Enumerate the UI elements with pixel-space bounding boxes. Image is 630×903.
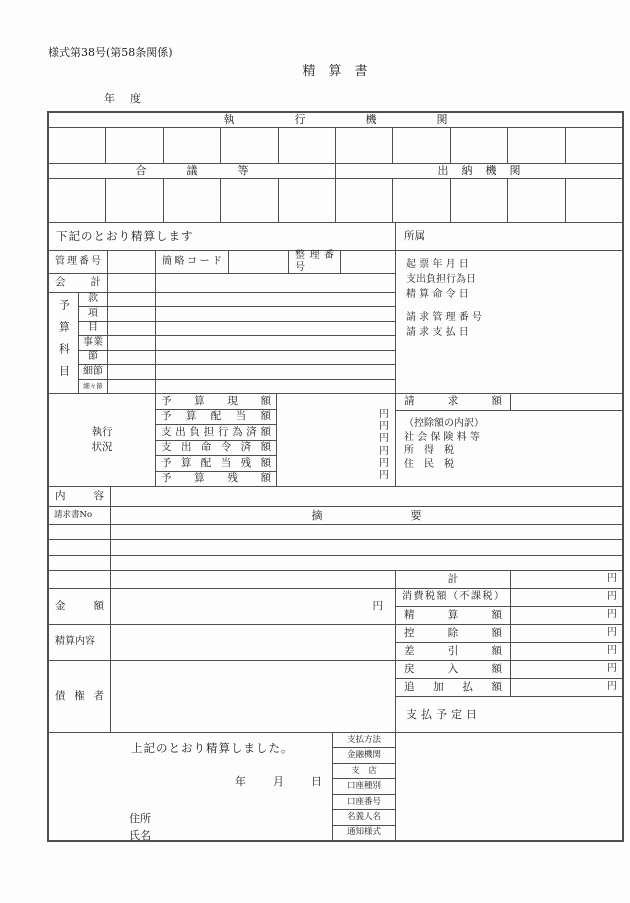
claim-amount-label: 請求額 <box>395 393 510 410</box>
balance-amount-value[interactable]: 円 <box>510 642 622 660</box>
treasury-cell[interactable] <box>335 178 392 222</box>
execution-status-label-line2: 状況 <box>91 441 113 453</box>
budget-row-label-kou: 項 <box>78 306 107 320</box>
settlement-amount-label: 精算額 <box>395 606 510 624</box>
footer-date-line[interactable]: 年 月 日 <box>235 775 330 788</box>
deduction-amount-value[interactable]: 円 <box>510 624 622 642</box>
budget-subject-label: 予算科目 <box>48 292 78 393</box>
footer-statement-block <box>48 732 332 840</box>
entry-date-label: 起 票 年 月 日 <box>406 259 469 270</box>
total-label: 計 <box>395 570 510 588</box>
budget-code-cell[interactable] <box>107 364 155 378</box>
summary-header: 摘要 <box>110 506 622 524</box>
financial-institution-label: 金融機関 <box>332 747 395 762</box>
allocation-remaining-amount-label: 予算配当残額 <box>155 455 276 471</box>
payment-order-completed-amount-label: 支出命令済額 <box>155 440 276 456</box>
expenditure-obligation-date-label: 支出負担行為日 <box>406 274 476 285</box>
council-cell[interactable] <box>105 178 162 222</box>
deduction-amount-label: 控除額 <box>395 624 510 642</box>
claim-management-number-label: 請 求 管 理 番 号 <box>406 312 482 323</box>
payment-due-date[interactable]: 支払予定日 <box>395 696 622 732</box>
executive-organ-cell[interactable] <box>48 127 105 163</box>
treasury-cell[interactable] <box>450 178 507 222</box>
budget-remaining-amount-label: 予算残額 <box>155 471 276 487</box>
budget-row-label-saisaisetsu: 細々節 <box>78 379 107 393</box>
amount-label: 金額 <box>48 588 110 624</box>
refund-amount-value[interactable]: 円 <box>510 660 622 678</box>
budget-value-cell[interactable] <box>155 379 395 393</box>
management-number-label: 管理番号 <box>48 250 107 273</box>
form-number: 様式第38号(第58条関係) <box>48 46 173 59</box>
date-fields-block[interactable] <box>395 250 622 393</box>
resident-tax-label: 住 民 税 <box>404 458 454 470</box>
total-row-left-cell[interactable] <box>48 570 110 588</box>
invoice-number-cell[interactable] <box>48 524 110 539</box>
balance-amount-label: 差引額 <box>395 642 510 660</box>
budget-row-label-kan: 款 <box>78 292 107 306</box>
short-code-value[interactable] <box>228 250 288 273</box>
reference-number-value[interactable] <box>340 250 395 273</box>
reference-number-label: 整理番号 <box>288 250 340 273</box>
footer-statement: 上記のとおり精算しました。 <box>131 741 294 755</box>
notification-format-label: 通知様式 <box>332 825 395 840</box>
council-cell[interactable] <box>278 178 335 222</box>
social-insurance-label: 社 会 保 険 料 等 <box>404 431 480 443</box>
executive-organ-cell[interactable] <box>450 127 507 163</box>
budget-value-cell[interactable] <box>155 364 395 378</box>
refund-amount-label: 戻入額 <box>395 660 510 678</box>
executive-organ-cell[interactable] <box>392 127 449 163</box>
budget-value-cell[interactable] <box>155 335 395 349</box>
account-type-label: 口座種別 <box>332 778 395 793</box>
council-cell[interactable] <box>48 178 105 222</box>
claim-payment-date-label: 請 求 支 払 日 <box>406 327 469 338</box>
obligation-completed-amount-label: 支出負担行為済額 <box>155 424 276 440</box>
total-row-mid-cell[interactable] <box>110 570 395 588</box>
budget-row-label-jigyou: 事業 <box>78 335 107 349</box>
execution-amounts-column[interactable] <box>276 393 395 486</box>
budget-row-label-moku: 目 <box>78 321 107 335</box>
executive-organ-header: 執行機関 <box>48 112 622 127</box>
settlement-order-date-label: 精 算 命 令 日 <box>406 289 469 300</box>
invoice-number-label: 請求書No <box>48 506 110 524</box>
council-header: 合議等 <box>48 163 335 178</box>
yen-suffix: 円 <box>379 421 389 433</box>
management-number-value[interactable] <box>107 250 155 273</box>
invoice-number-cell[interactable] <box>48 555 110 570</box>
invoice-number-cell[interactable] <box>48 539 110 554</box>
treasury-cell[interactable] <box>507 178 564 222</box>
summary-cell[interactable] <box>110 555 622 570</box>
fiscal-year-label: 年度 <box>104 92 156 105</box>
branch-label: 支 店 <box>332 763 395 778</box>
budget-value-cell[interactable] <box>155 292 395 306</box>
amount-value[interactable]: 円 <box>110 588 395 624</box>
executive-organ-cell[interactable] <box>105 127 162 163</box>
page-title: 精算書 <box>302 64 381 79</box>
creditor-label: 債権者 <box>48 660 110 732</box>
yen-suffix: 円 <box>379 469 389 481</box>
budget-value-cell[interactable] <box>155 306 395 320</box>
creditor-value[interactable] <box>110 660 395 732</box>
budget-row-label-saisetsu: 細節 <box>78 364 107 378</box>
account-code-cell[interactable] <box>107 273 155 292</box>
budget-code-cell[interactable] <box>107 321 155 335</box>
consumption-tax-value[interactable]: 円 <box>510 588 622 606</box>
total-value[interactable]: 円 <box>510 570 622 588</box>
declaration-text: 下記のとおり精算します <box>48 222 395 250</box>
yen-suffix: 円 <box>379 409 389 420</box>
account-number-label: 口座番号 <box>332 794 395 809</box>
execution-status-label-line1: 執行 <box>91 425 113 438</box>
budget-allocation-amount-label: 予算配当額 <box>155 409 276 425</box>
budget-code-cell[interactable] <box>107 379 155 393</box>
executive-organ-cell[interactable] <box>335 127 392 163</box>
executive-organ-cell[interactable] <box>278 127 335 163</box>
treasury-cell[interactable] <box>392 178 449 222</box>
execution-status-label <box>48 393 155 486</box>
budget-code-cell[interactable] <box>107 306 155 320</box>
budget-current-amount-label: 予算現額 <box>155 393 276 409</box>
consumption-tax-label: 消費税額（不課税） <box>395 588 510 606</box>
name-label[interactable]: 氏名 <box>129 829 151 842</box>
settlement-detail-value[interactable] <box>110 624 395 660</box>
executive-organ-cell[interactable] <box>565 127 622 163</box>
budget-code-cell[interactable] <box>107 350 155 364</box>
executive-organ-cell[interactable] <box>507 127 564 163</box>
settlement-amount-value[interactable]: 円 <box>510 606 622 624</box>
additional-payment-value[interactable]: 円 <box>510 678 622 696</box>
content-label: 内容 <box>48 486 110 506</box>
settlement-table <box>48 112 623 841</box>
additional-payment-label: 追加払額 <box>395 678 510 696</box>
account-value-cell[interactable] <box>155 273 395 292</box>
summary-cell[interactable] <box>110 524 622 539</box>
budget-code-cell[interactable] <box>107 335 155 349</box>
yen-suffix: 円 <box>379 433 389 445</box>
budget-value-cell[interactable] <box>155 350 395 364</box>
settlement-detail-label: 精算内容 <box>48 624 110 660</box>
budget-code-cell[interactable] <box>107 292 155 306</box>
yen-suffix: 円 <box>379 445 389 457</box>
summary-cell[interactable] <box>110 539 622 554</box>
account-holder-label: 名義人名 <box>332 809 395 824</box>
executive-organ-cell[interactable] <box>163 127 220 163</box>
account-label: 会計 <box>48 273 107 292</box>
claim-amount-value[interactable] <box>510 393 622 410</box>
payment-details-value-cell[interactable] <box>395 732 622 840</box>
short-code-label: 簡略コード <box>155 250 228 273</box>
treasury-cell[interactable] <box>565 178 622 222</box>
yen-suffix: 円 <box>379 457 389 469</box>
income-tax-label: 所 得 税 <box>404 445 454 456</box>
treasury-organ-header: 出納機関 <box>335 163 622 178</box>
deduction-breakdown-block[interactable] <box>395 410 622 486</box>
budget-value-cell[interactable] <box>155 321 395 335</box>
payment-method-label: 支払方法 <box>332 732 395 747</box>
deduction-breakdown-title: （控除額の内訳） <box>404 418 484 429</box>
executive-organ-cell[interactable] <box>220 127 277 163</box>
council-cell[interactable] <box>163 178 220 222</box>
affiliation-label: 所属 <box>395 222 622 250</box>
council-cell[interactable] <box>220 178 277 222</box>
content-value[interactable] <box>110 486 622 506</box>
address-label[interactable]: 住所 <box>129 812 151 825</box>
budget-row-label-setsu: 節 <box>78 350 107 364</box>
